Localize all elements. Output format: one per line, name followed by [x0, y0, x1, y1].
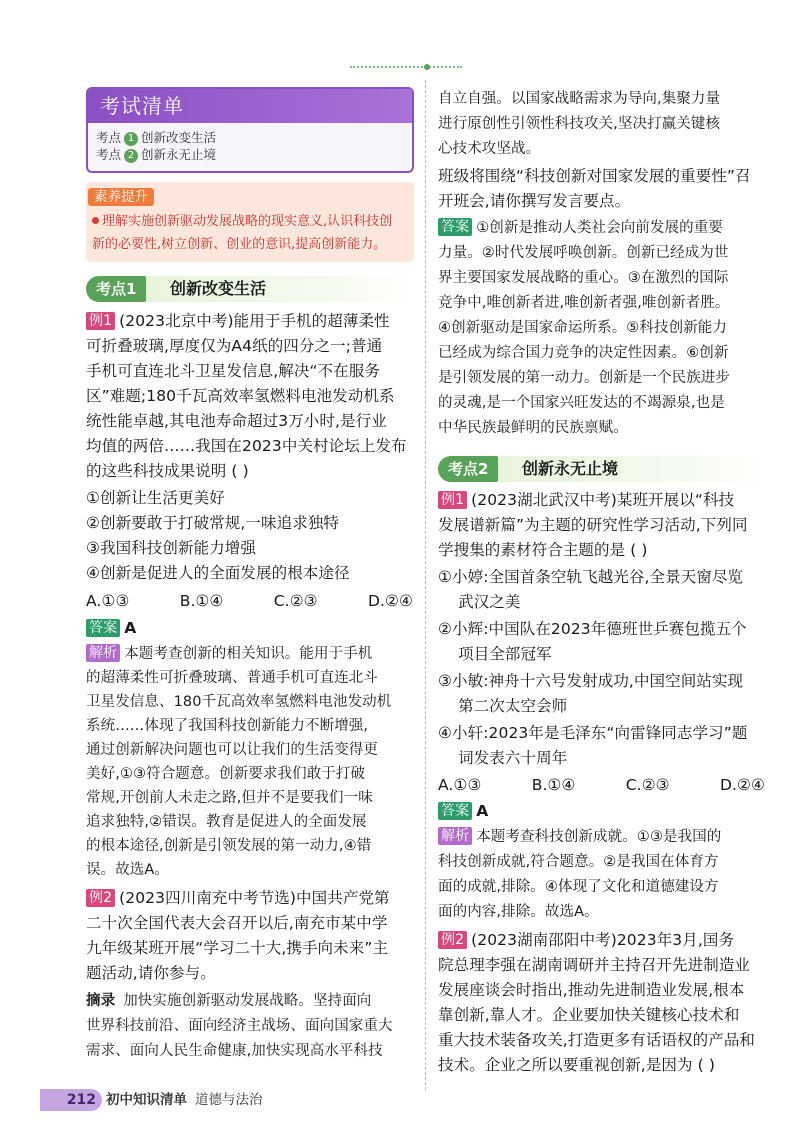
- analysis-line: 常规,开创前人未走之路,但并不是要我们一味: [86, 790, 373, 806]
- example-line: 统性能卓越,其电池寿命超过3万小时,是行业: [86, 412, 387, 430]
- section-title: 创新改变生活: [170, 279, 267, 298]
- analysis-line: 美好,①③符合题意。创新要求我们敢于打破: [86, 766, 366, 782]
- analysis-line: 系统……体现了我国科技创新能力不断增强,: [86, 718, 369, 734]
- analysis-line: 通过创新解决问题也可以让我们的生活变得更: [86, 742, 378, 758]
- column-divider: [425, 80, 426, 1090]
- example-line: 手机可直连北斗卫星发信息,解决“不在服务: [86, 362, 380, 380]
- answer-line: 中华民族最鲜明的民族禀赋。: [438, 420, 628, 436]
- analysis-line: 误。故选A。: [86, 862, 170, 878]
- number-badge: 2: [124, 149, 138, 163]
- answer-tag: 答案: [86, 619, 120, 637]
- excerpt-label: 摘录: [86, 993, 116, 1009]
- excerpt-line: 需求、面向人民生命健康,加快实现高水平科技: [86, 1043, 383, 1059]
- analysis-line: 解析 本题考查创新的相关知识。能用于手机: [86, 643, 372, 665]
- excerpt-line: 进行原创性引领性科技攻关,坚决打赢关键核: [438, 116, 721, 132]
- analysis-line: 面的内容,排除。故选A。: [438, 904, 599, 920]
- answer-line: 竞争中,唯创新者进,唯创新者强,唯创新者胜。: [438, 295, 730, 311]
- literacy-label: 素养提升: [88, 188, 154, 206]
- bullet-icon: [92, 217, 99, 224]
- excerpt-line: 摘录 加快实施创新驱动发展战略。坚持面向: [86, 993, 372, 1009]
- option-2: ②小辉:中国队在2023年德班世乒赛包揽五个: [438, 620, 747, 638]
- question-line: 开班会,请你撰写发言要点。: [438, 192, 631, 210]
- example-line: 九年级某班开展“学习二十大,携手向未来”主: [86, 939, 389, 957]
- question-line: 班级将围绕“科技创新对国家发展的重要性”召: [438, 167, 751, 185]
- analysis-line: 卫星发信息、180千瓦高效率氢燃料电池发动机: [86, 694, 392, 710]
- choices: A.①③ B.①④ C.②③ D.②④: [86, 592, 414, 610]
- analysis-line: 面的成就,排除。④体现了文化和道德建设方: [438, 879, 719, 895]
- answer-line: 力量。②时代发展呼唤创新。创新已经成为世: [438, 245, 729, 261]
- section-badge: 考点1: [86, 276, 146, 302]
- option-2-cont: 项目全部冠军: [438, 645, 552, 663]
- example-line: 例2 (2023四川南充中考节选)中国共产党第: [86, 887, 390, 909]
- example-line: 技术。企业之所以要重视创新,是因为 ( ): [438, 1056, 715, 1074]
- answer-line: 已经成为综合国力竞争的决定性因素。⑥创新: [438, 345, 729, 361]
- option-3: ③小敏:神舟十六号发射成功,中国空间站实现: [438, 672, 744, 690]
- exam-checklist-box: [86, 87, 414, 173]
- option-4-cont: 词发表六十周年: [438, 749, 568, 767]
- section-header-1: [86, 276, 416, 302]
- option-1: ①小婷:全国首条空轨飞越光谷,全景天窗尽览: [438, 568, 744, 586]
- option-4: ④小轩:2023年是毛泽东“向雷锋同志学习”题: [438, 724, 748, 742]
- example-line: 例1 (2023北京中考)能用于手机的超薄柔性: [86, 310, 390, 332]
- literacy-text: 理解实施创新驱动发展战略的现实意义,认识科技创 新的必要性,树立创新、创业的意识,提高创新能力。: [92, 214, 393, 252]
- example-tag: 例1: [86, 312, 115, 330]
- footer-title: 初中知识清单 道德与法治: [106, 1092, 263, 1108]
- example-line: 学搜集的素材符合主题的是 ( ): [438, 541, 648, 559]
- section-header-2: [438, 456, 768, 482]
- checklist-item-1: 考点 1 创新改变生活: [96, 130, 217, 145]
- section-badge: 考点2: [438, 456, 498, 482]
- example-line: 院总理李强在湖南调研并主持召开先进制造业: [438, 956, 751, 974]
- example-line: 重大技术装备攻关,打造更多有话语权的产品和: [438, 1031, 756, 1049]
- excerpt-line: 世界科技前沿、面向经济主战场、面向国家重大: [86, 1018, 393, 1034]
- example-line: 发展谱新篇”为主题的研究性学习活动,下列同: [438, 516, 748, 534]
- option-1-cont: 武汉之美: [438, 593, 521, 611]
- analysis-line: 科技创新成就,符合题意。②是我国在体育方: [438, 854, 719, 870]
- option-1: ①创新让生活更美好: [86, 489, 225, 507]
- example-line: 二十次全国代表大会召开以后,南充市某中学: [86, 914, 388, 932]
- page-footer: [40, 1089, 320, 1111]
- example-line: 题活动,请你参与。: [86, 964, 216, 982]
- section-title: 创新永无止境: [522, 459, 619, 478]
- example-tag: 例2: [438, 931, 467, 949]
- example-line: 靠创新,靠人才。企业要加快关键核心技术和: [438, 1006, 740, 1024]
- example-line: 例2 (2023湖南邵阳中考)2023年3月,国务: [438, 929, 734, 951]
- answer-tag: 答案: [438, 218, 472, 236]
- option-4: ④创新是促进人的全面发展的根本途径: [86, 564, 350, 582]
- analysis-tag: 解析: [438, 827, 472, 845]
- excerpt-line: 自立自强。以国家战略需求为导向,集聚力量: [438, 91, 721, 107]
- checklist-item-2: 考点 2 创新永无止境: [96, 147, 217, 162]
- choices: A.①③ B.①④ C.②③ D.②④: [438, 776, 766, 794]
- example-tag: 例1: [438, 491, 467, 509]
- answer-line: 答案 A: [86, 617, 136, 639]
- page-number: 212: [40, 1089, 102, 1111]
- analysis-tag: 解析: [86, 644, 120, 662]
- answer-line: 答案 A: [438, 800, 488, 822]
- answer-line: 是引领发展的第一动力。创新是一个民族进步: [438, 370, 730, 386]
- analysis-line: 的根本途径,创新是引领发展的第一动力,④错: [86, 838, 372, 854]
- analysis-line: 解析 本题考查科技创新成就。①③是我国的: [438, 826, 721, 848]
- example-tag: 例2: [86, 889, 115, 907]
- analysis-line: 追求独特,②错误。教育是促进人的全面发展: [86, 814, 367, 830]
- answer-line: 界主要国家发展战略的重心。③在激烈的国际: [438, 270, 729, 286]
- analysis-line: 的超薄柔性可折叠玻璃、普通手机可直连北斗: [86, 670, 378, 686]
- example-line: 发展座谈会时指出,推动先进制造业发展,根本: [438, 981, 745, 999]
- answer-line: ④创新驱动是国家命运所系。⑤科技创新能力: [438, 320, 727, 336]
- excerpt-line: 心技术攻坚战。: [438, 141, 541, 157]
- example-line: 例1 (2023湖北武汉中考)某班开展以“科技: [438, 489, 734, 511]
- literacy-box: [86, 182, 414, 262]
- answer-tag: 答案: [438, 802, 472, 820]
- option-2: ②创新要敢于打破常规,一味追求独特: [86, 514, 340, 532]
- answer-line: 的灵魂,是一个国家兴旺发达的不竭源泉,也是: [438, 395, 725, 411]
- example-line: 区”难题;180千瓦高效率氢燃料电池发动机系: [86, 387, 395, 405]
- checklist-title: 考试清单: [88, 89, 412, 123]
- example-line: 的这些科技成果说明 ( ): [86, 462, 249, 480]
- answer-line: 答案 ①创新是推动人类社会向前发展的重要: [438, 217, 723, 239]
- example-line: 均值的两倍……我国在2023中关村论坛上发布: [86, 437, 407, 455]
- option-3: ③我国科技创新能力增强: [86, 539, 256, 557]
- option-3-cont: 第二次太空会师: [438, 697, 568, 715]
- example-line: 可折叠玻璃,厚度仅为A4纸的四分之一;普通: [86, 337, 383, 355]
- number-badge: 1: [124, 132, 138, 146]
- top-decoration: [350, 66, 462, 68]
